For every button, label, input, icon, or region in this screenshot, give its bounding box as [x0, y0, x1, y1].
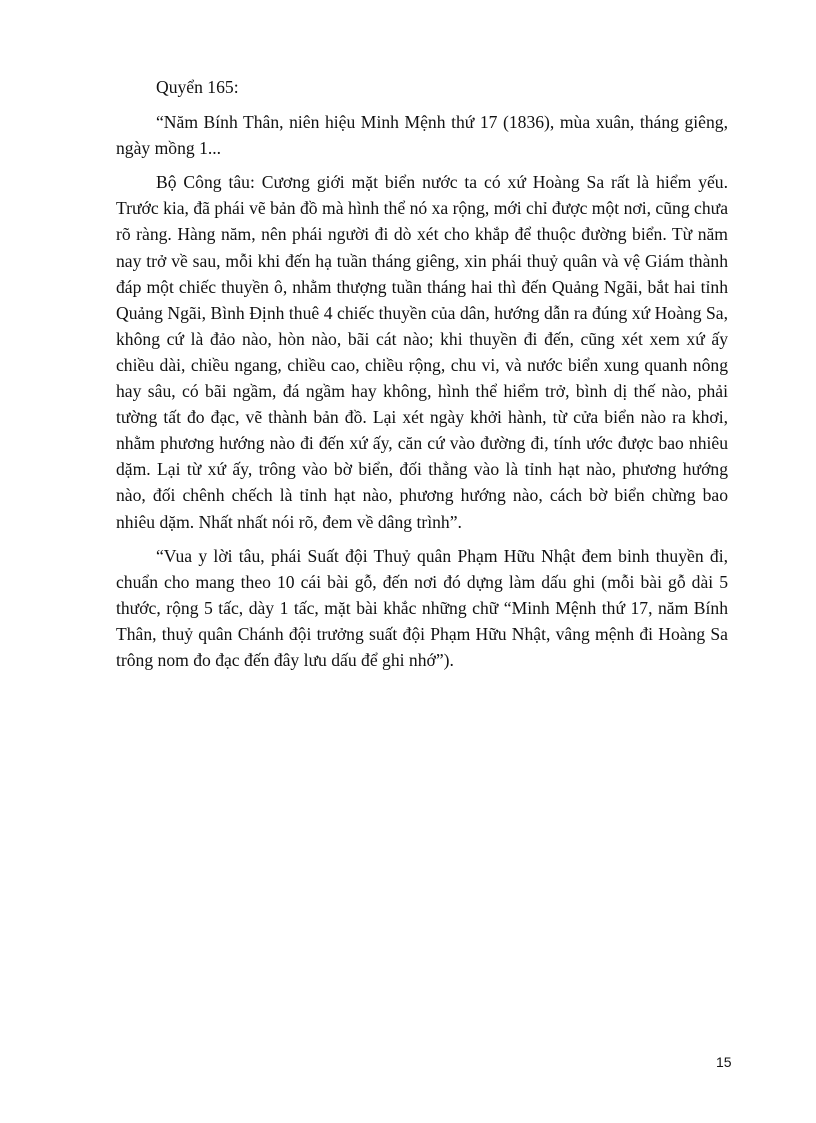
section-heading: Quyển 165: [156, 77, 239, 97]
page-number: 15 [716, 1054, 732, 1070]
paragraph-quote-opening: “Năm Bính Thân, niên hiệu Minh Mệnh thứ 17 (1836), mùa xuân, tháng giêng, ngày mồng 1... [116, 111, 728, 158]
paragraph-bo-cong-report: Bộ Công tâu: Cương giới mặt biển nước ta có xứ Hoàng Sa rất là hiểm yếu. Trước kia, đã phái vẽ bản đồ mà hình thể nó xa rộng, mới chỉ được một nơi, cũng chưa rõ ràng. Hàng năm, nên phái người đi dò xét cho khắp để thuộc đường biển. Từ năm nay trở về sau, mỗi khi đến hạ tuần tháng giêng, xin phái thuỷ quân và vệ Giám thành đáp một chiếc thuyền ô, nhằm thượng tuần tháng hai thì đến Quảng Ngãi, bắt hai tỉnh Quảng Ngãi, Bình Định thuê 4 chiếc thuyền của dân, hướng dẫn ra đúng xứ Hoàng Sa, không cứ là đảo nào, hòn nào, bãi cát nào; khi thuyền đi đến, cũng xét xem xứ ấy chiều dài, chiều ngang, chiều cao, chiều rộng, chu vi, và nước biển xung quanh nông hay sâu, có bãi ngầm, đá ngầm hay không, hình thể hiểm trở, bình dị thế nào, phải tường tất đo đạc, vẽ thành bản đồ. Lại xét ngày khởi hành, từ cửa biển nào ra khơi, nhằm phương hướng nào đi đến xứ ấy, căn cứ vào đường đi, tính ước được bao nhiêu dặm. Lại từ xứ ấy, trông vào bờ biển, đối thẳng vào là tỉnh hạt nào, phương hướng nào, đối chênh chếch là tỉnh hạt nào, phương hướng nào, cách bờ biển chừng bao nhiêu dặm. Nhất nhất nói rõ, đem về dâng trình”. [116, 172, 728, 532]
document-body [116, 74, 728, 682]
paragraph-king-decree: “Vua y lời tâu, phái Suất đội Thuỷ quân Phạm Hữu Nhật đem binh thuyền đi, chuẩn cho mang theo 10 cái bài gỗ, đến nơi đó dựng làm dấu ghi (mỗi bài gỗ dài 5 thước, rộng 5 tấc, dày 1 tấc, mặt bài khắc những chữ “Minh Mệnh thứ 17, năm Bính Thân, thuỷ quân Chánh đội trưởng suất đội Phạm Hữu Nhật, vâng mệnh đi Hoàng Sa trông nom đo đạc đến đây lưu dấu để ghi nhớ”). [116, 546, 728, 671]
